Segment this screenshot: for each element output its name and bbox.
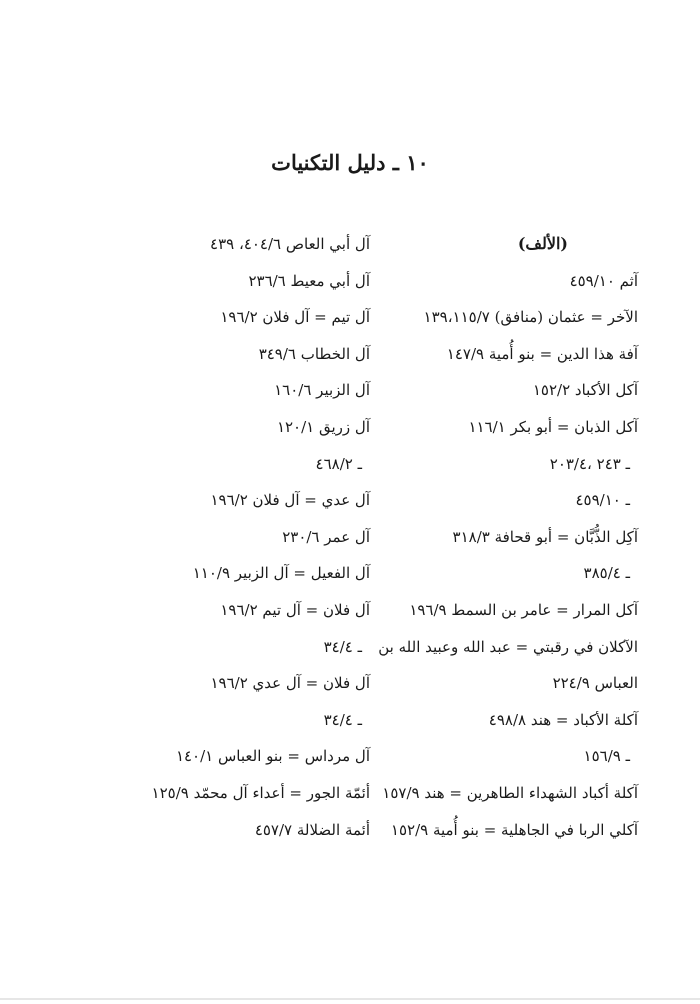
index-column-left [70,226,370,848]
index-entry: آكلة الأكباد = هند ٤٩٨/٨ [488,710,638,729]
index-entry: آل مرداس = بنو العباس ١٤٠/١ [175,747,370,766]
index-entry: آل زريق ١٢٠/١ [276,417,370,436]
index-entry: آكلي الربا في الجاهلية = بنو أُمية ١٥٢/٩ [390,820,638,839]
index-entry-continuation: ـ ٣٤/٤ [323,637,362,656]
index-entry: آل أبي العاص ٤٠٤/٦، ٤٣٩ [210,235,370,253]
index-column-right [338,226,638,848]
index-entry: آفة هذا الدين = بنو أُمية ١٤٧/٩ [446,344,638,363]
index-entry: الآكلان في رقبتي = عبد الله وعبيد الله بن [378,637,638,656]
index-entry: الآخر = عثمان (منافق) ١٣٩،١١٥/٧ [423,308,638,327]
index-entry: آكل الأكباد ١٥٢/٢ [532,381,638,400]
index-entry-continuation: ـ ٤٥٩/١٠ [575,491,630,510]
index-entry: آكِل الذُّبَّان = أبو قحافة ٣١٨/٣ [452,527,638,546]
index-entry: آل الفعيل = آل الزبير ١١٠/٩ [192,564,370,583]
index-entry: آكل الذبان = أبو بكر ١١٦/١ [468,417,638,436]
index-entry: آل أبي معيط ٢٣٦/٦ [248,271,370,290]
index-entry-continuation: ـ ٢٤٣ ،٢٠٣/٤ [549,454,630,473]
index-entry: آل فلان = آل تيم ١٩٦/٢ [220,600,370,619]
index-entry: آل عمر ٢٣٠/٦ [282,527,370,546]
index-entry: آل الزبير ١٦٠/٦ [274,381,370,400]
index-entry: آل الخطاب ٣٤٩/٦ [258,344,370,363]
page-title: ١٠ ـ دليل التكنيات [271,150,429,175]
index-entry: آكلة أكباد الشهداء الطاهرين = هند ١٥٧/٩ [382,783,638,802]
index-entry-continuation: ـ ١٥٦/٩ [583,747,630,766]
section-heading: (الألف) [517,234,568,253]
index-entry-wrapped: العباس ٢٢٤/٩ [552,674,638,693]
index-entry: آكل المرار = عامر بن السمط ١٩٦/٩ [409,600,638,619]
index-entry-continuation: ـ ٤٦٨/٢ [315,454,362,473]
index-entry: آل عدي = آل فلان ١٩٦/٢ [210,491,370,510]
index-entry: آثم ٤٥٩/١٠ [569,271,638,290]
index-entry-continuation: ـ ٣٨٥/٤ [583,564,630,583]
index-entry-continuation: ـ ٣٤/٤ [323,710,362,729]
index-entry: أئمّة الجور = أعداء آل محمّد ١٢٥/٩ [151,783,370,802]
index-entry: أئمة الضلالة ٤٥٧/٧ [254,820,370,839]
page-edge-divider [0,998,700,1000]
index-entry: آل تيم = آل فلان ١٩٦/٢ [220,308,370,327]
index-entry: آل فلان = آل عدي ١٩٦/٢ [210,674,370,693]
